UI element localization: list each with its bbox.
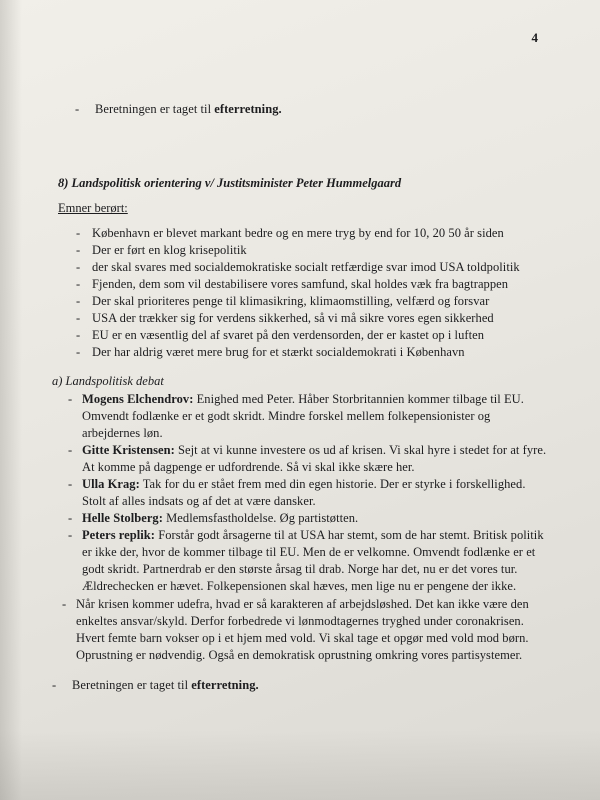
- debate-entry: Peters replik: Forstår godt årsagerne til at USA har stemt, som de har stemt. Britisk politik: [82, 528, 544, 542]
- topics-label: Emner berørt:: [58, 201, 128, 215]
- page-number: 4: [531, 30, 538, 45]
- document-page: 4 - Beretningen er taget til efterretning. 8) Landspolitisk orientering v/ Justitsminister Peter Hummelgaard Emner berørt: - København er blevet markant bedre og en mere tryg by end for 10, 20 50 år siden - Der er ført en klog krisepolitik - der skal svares med socialdemokratiske socialt retfærdige svar imod USA toldpolitik - Fjenden, dem som vil destabilisere vores samfund, skal holdes væk fra bagtrappen - Der skal prioriteres penge til klimasikring, klimaomstilling, velfærd og forsvar - USA der trækker sig for verdens sikkerhed, så vi må sikre vores egen sikkerhed - EU er en væsentlig del af svaret på den verdensorden, der er kastet op i luften - Der har aldrig været mere brug for et stærkt socialdemokrati i København a) Landspolitisk debat - Mogens Elchendrov: Enighed med Peter. Håber Storbritannien kommer tilbage til EU. Omvendt fodlænke er et godt skridt. Mindre forskel mellem folkepensionister og arbejdernes løn. - Gitte Kristensen: Sejt at vi kunne investere os ud af krisen. Vi skal hyre i stedet for at fyre. At komme på dagpenge er udfordrende. Så vi skal ikke skære her. - Ulla Krag: Tak for du er stået frem med din egen historie. Der er styrke i forskellighed. Stolt af alles indsats og af det at være dansker. - Helle Stolberg: Medlemsfastholdelse. Øg partistøtten. - Peters replik: Forstår godt årsagerne til at USA har stemt, som de har stemt. Britisk politik er ikke der, hvor de kommer tilbage til EU. Men de er velkomne. Omvendt fodlænke er et godt skridt. Partnerdrab er den største årsag til drab. Norge har det, nu er det vores tur. Ældrechecken er hævet. Folkepensionen skal hæves, men lige nu er pengene der ikke. - Når krisen kommer udefra, hvad er så karakteren af arbejdsløshed. Det kan ikke være den enkeltes ansvar/skyld. Derfor forbedrede vi lønmodtagernes tryghed under coronakrisen. Hvert femte barn vokser op i et hjem med vold. Vi skal tage et opgør med vold mod børn. Oprustning er nødvendig. Også en demokratisk oprustning omkring vores partisystemer. - Beretningen er taget til efterretning.: [0, 0, 600, 800]
- debate-line: Omvendt fodlænke er et godt skridt. Mindre forskel mellem folkepensionister og: [82, 409, 491, 423]
- debate-line: At komme på dagpenge er udfordrende. Så vi skal ikke skære her.: [82, 460, 415, 474]
- topic-item: der skal svares med socialdemokratiske socialt retfærdige svar imod USA toldpolitik: [92, 260, 520, 274]
- top-item: [95, 102, 282, 117]
- debate-line: Stolt af alles indsats og af det at være dansker.: [82, 494, 316, 508]
- topic-item: Fjenden, dem som vil destabilisere vores samfund, skal holdes væk fra bagtrappen: [92, 277, 509, 291]
- closing-line: Oprustning er nødvendig. Også en demokratisk oprustning omkring vores partisystemer.: [76, 648, 523, 662]
- page-shadow-left: [0, 0, 22, 800]
- speaker-name: Gitte Kristensen:: [82, 443, 175, 457]
- closing-line: Hvert femte barn vokser op i et hjem med vold. Vi skal tage et opgør med vold mod børn.: [76, 631, 529, 645]
- topic-item: Der har aldrig været mere brug for et stærkt socialdemokrati i København: [92, 345, 465, 359]
- bottom-item-dash: -: [52, 678, 57, 692]
- topic-item: USA der trækker sig for verdens sikkerhed, så vi må sikre vores egen sikkerhed: [92, 311, 494, 325]
- debate-line: arbejdernes løn.: [82, 426, 163, 440]
- bottom-item-bold: efterretning.: [191, 678, 259, 692]
- debate-entry: Mogens Elchendrov: Enighed med Peter. Håber Storbritannien kommer tilbage til EU.: [82, 392, 524, 406]
- debate-entry: Gitte Kristensen: Sejt at vi kunne investere os ud af krisen. Vi skal hyre i stedet for at fyre.: [82, 443, 547, 457]
- section-heading: 8) Landspolitisk orientering v/ Justitsminister Peter Hummelgaard: [58, 176, 402, 190]
- debate-line: er ikke der, hvor de kommer tilbage til EU. Men de er velkomne. Omvendt fodlænke er et: [82, 545, 536, 559]
- top-item-bold: efterretning.: [214, 102, 282, 116]
- debate-entry: Helle Stolberg: Medlemsfastholdelse. Øg partistøtten.: [82, 511, 359, 525]
- debate-line: Ældrechecken er hævet. Folkepensionen skal hæves, men lige nu er pengene der ikke.: [82, 579, 517, 593]
- speaker-name: Mogens Elchendrov:: [82, 392, 194, 406]
- topic-item: Der skal prioriteres penge til klimasikring, klimaomstilling, velfærd og forsvar: [92, 294, 490, 308]
- topic-item: Der er ført en klog krisepolitik: [92, 243, 247, 257]
- debate-heading: a) Landspolitisk debat: [52, 374, 164, 388]
- top-item-dash: -: [75, 102, 80, 116]
- page-shadow-bottom: [0, 730, 600, 800]
- bottom-item-text: Beretningen er taget til: [72, 678, 192, 692]
- topic-item: København er blevet markant bedre og en mere tryg by end for 10, 20 50 år siden: [92, 226, 504, 240]
- speaker-name: Peters replik:: [82, 528, 156, 542]
- top-item-text: Beretningen er taget til: [95, 102, 215, 116]
- debate-entry: Ulla Krag: Tak for du er stået frem med din egen historie. Der er styrke i forskellighed.: [82, 477, 526, 491]
- topic-item: EU er en væsentlig del af svaret på den verdensorden, der er kastet op i luften: [92, 328, 485, 342]
- speaker-name: Ulla Krag:: [82, 477, 140, 491]
- closing-line: Når krisen kommer udefra, hvad er så karakteren af arbejdsløshed. Det kan ikke være den: [76, 597, 529, 611]
- bottom-item: [72, 678, 259, 693]
- debate-line: godt skridt. Partnerdrab er den største årsag til drab. Norge har det, nu er det vores tur.: [82, 562, 518, 576]
- speaker-name: Helle Stolberg:: [82, 511, 163, 525]
- closing-line: enkeltes ansvar/skyld. Derfor forbedrede vi lønmodtagernes tryghed under coronakrisen.: [76, 614, 524, 628]
